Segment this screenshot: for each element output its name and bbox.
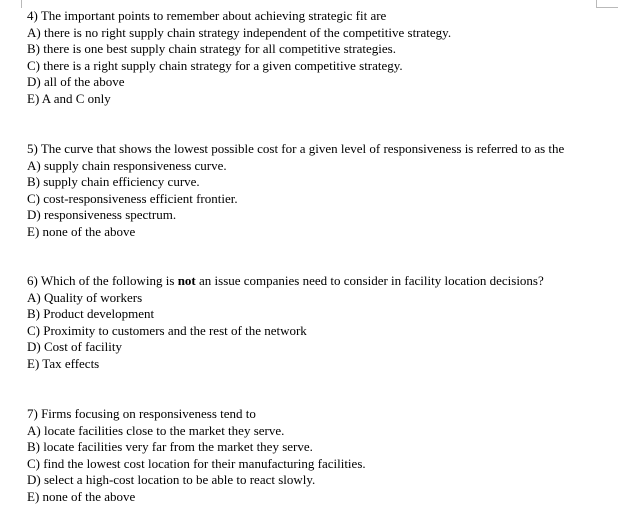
stem-text-after: an issue companies need to consider in facility location decisions?: [195, 273, 544, 288]
option-a: A) locate facilities close to the market they serve.: [27, 422, 285, 438]
option-d: D) responsiveness spectrum.: [27, 207, 177, 222]
question-5: [27, 141, 589, 240]
option-b: B) Product development: [27, 306, 155, 321]
option-d: D) all of the above: [27, 74, 125, 89]
question-stem: [27, 273, 589, 290]
option-e: E) A and C only: [27, 90, 111, 106]
option-b: B) there is one best supply chain strategy for all competitive strategies.: [27, 41, 396, 56]
option-e: E) Tax effects: [27, 355, 100, 371]
page-margin-mark-right: [596, 0, 618, 8]
option-c: C) there is a right supply chain strategy for a given competitive strategy.: [27, 57, 403, 73]
page-margin-mark-left: [21, 0, 22, 8]
question-4: [27, 8, 589, 107]
stem-text-before: 6) Which of the following is: [27, 273, 178, 288]
question-6: [27, 273, 589, 372]
option-d: D) select a high-cost location to be able to react slowly.: [27, 472, 316, 487]
option-c: C) find the lowest cost location for their manufacturing facilities.: [27, 455, 366, 471]
question-7: [27, 406, 589, 505]
option-c: C) Proximity to customers and the rest of the network: [27, 322, 307, 338]
question-stem: 5) The curve that shows the lowest possible cost for a given level of responsiveness is referred to as the: [27, 141, 565, 156]
option-a: A) supply chain responsiveness curve.: [27, 157, 227, 173]
question-stem: 7) Firms focusing on responsiveness tend to: [27, 406, 256, 421]
option-a: A) Quality of workers: [27, 289, 143, 305]
option-c: C) cost-responsiveness efficient frontier.: [27, 190, 238, 206]
option-d: D) Cost of facility: [27, 339, 122, 354]
option-e: E) none of the above: [27, 488, 136, 504]
option-b: B) supply chain efficiency curve.: [27, 174, 200, 189]
option-e: E) none of the above: [27, 223, 136, 239]
option-a: A) there is no right supply chain strategy independent of the competitive strategy.: [27, 24, 452, 40]
option-b: B) locate facilities very far from the market they serve.: [27, 439, 313, 454]
stem-emphasis: not: [177, 273, 196, 288]
question-stem: 4) The important points to remember about achieving strategic fit are: [27, 8, 387, 23]
